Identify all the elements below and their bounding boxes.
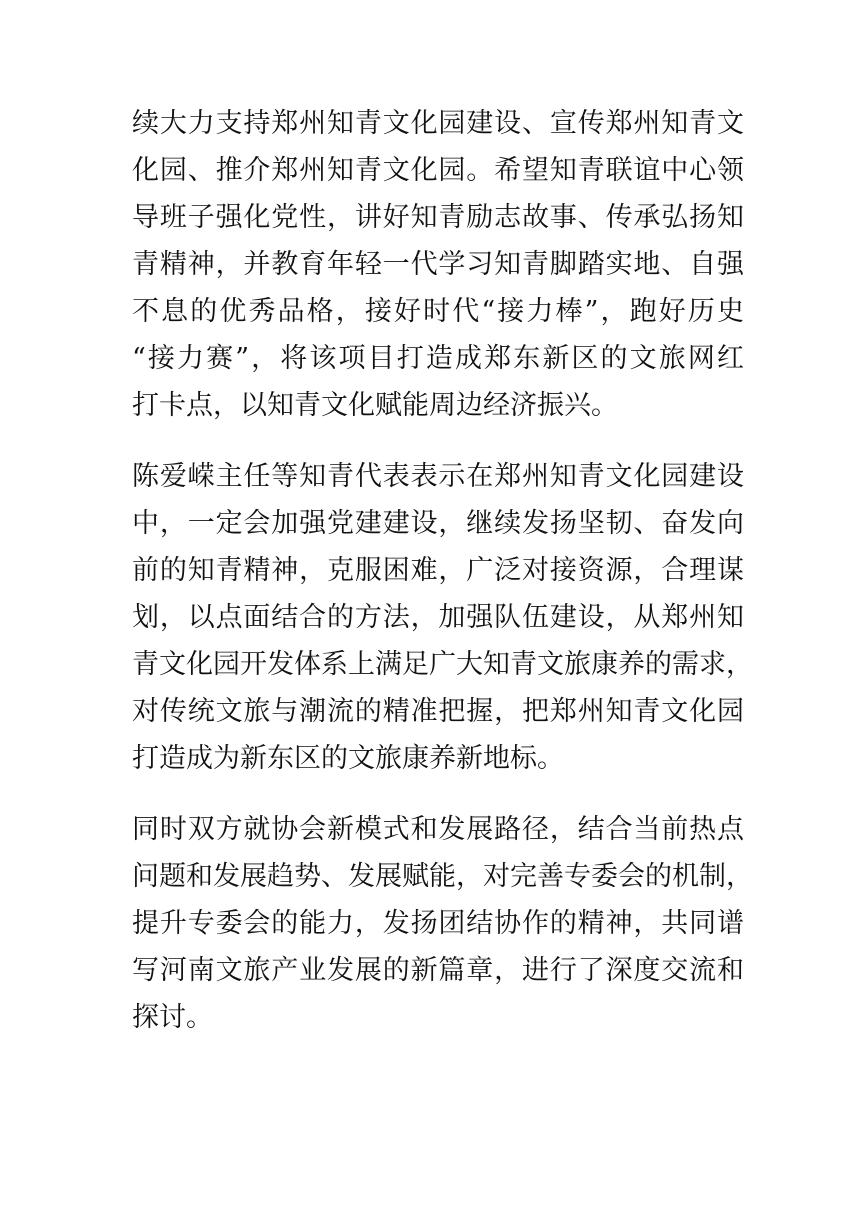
text-line: 青文化园开发体系上满足广大知青文旅康养的需求， xyxy=(132,649,753,680)
text-line: 打卡点，以知青文化赋能周边经济振兴。 xyxy=(132,390,618,421)
text-line: 写河南文旅产业发展的新篇章，进行了深度交流和 xyxy=(132,955,744,986)
text-line: 提升专委会的能力，发扬团结协作的精神，共同谱 xyxy=(132,908,744,939)
text-line: 划，以点面结合的方法，加强队伍建设，从郑州知 xyxy=(132,602,744,633)
paragraph-3 xyxy=(132,806,753,1041)
text-line: 探讨。 xyxy=(132,1002,213,1033)
text-line: 中，一定会加强党建建设，继续发扬坚韧、奋发向 xyxy=(132,508,744,539)
text-line: 续大力支持郑州知青文化园建设、宣传郑州知青文 xyxy=(132,108,744,139)
text-line: 对传统文旅与潮流的精准把握，把郑州知青文化园 xyxy=(132,696,744,727)
document-body xyxy=(132,100,753,1065)
text-line: 青精神，并教育年轻一代学习知青脚踏实地、自强 xyxy=(132,249,744,280)
text-line: 问题和发展趋势、发展赋能，对完善专委会的机制， xyxy=(132,861,753,892)
text-line: 导班子强化党性，讲好知青励志故事、传承弘扬知 xyxy=(132,202,744,233)
text-line: 不息的优秀品格，接好时代“接力棒”，跑好历史 xyxy=(132,296,744,327)
paragraph-1 xyxy=(132,100,744,429)
text-line: 同时双方就协会新模式和发展路径，结合当前热点 xyxy=(132,814,744,845)
text-line: 前的知青精神，克服困难，广泛对接资源，合理谋 xyxy=(132,555,744,586)
paragraph-2 xyxy=(132,453,753,782)
text-line: 化园、推介郑州知青文化园。希望知青联谊中心领 xyxy=(132,155,744,186)
text-line: 打造成为新东区的文旅康养新地标。 xyxy=(132,743,564,774)
text-line: 陈爱嵘主任等知青代表表示在郑州知青文化园建设 xyxy=(132,461,744,492)
text-line: “接力赛”，将该项目打造成郑东新区的文旅网红 xyxy=(132,343,744,374)
